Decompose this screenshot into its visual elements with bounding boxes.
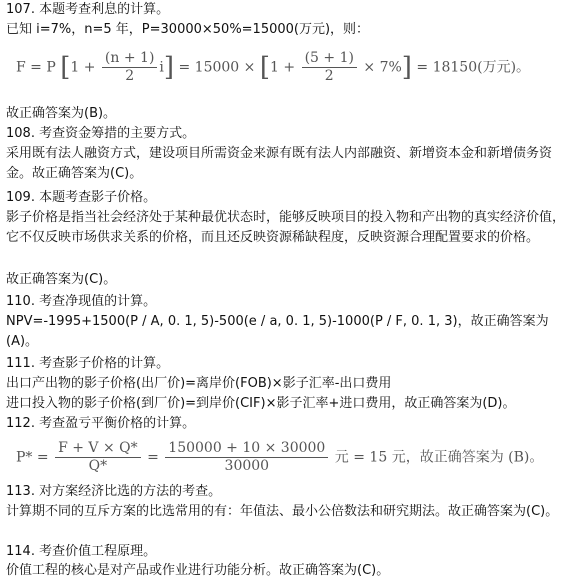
- q111-heading: 111. 考查影子价格的计算。: [6, 356, 170, 371]
- q110-body: NPV=-1995+1500(P / A, 0. 1, 5)-500(e / a, 0. 1, 5)-1000(P / F, 0. 1, 3)，故正确答案为(A)。: [6, 314, 549, 349]
- q109-heading: 109. 本题考查影子价格。: [6, 190, 157, 205]
- fraction: $\frac{150000 + 10 \times 30000}{30000}$: [165, 440, 328, 475]
- q112-formula: P* = $\frac{F + V \times Q*}{Q*}$ = $\frac{150000 + 10 \times 30000}{30000}$ 元 = 15 元，故正确答案为 (B)。: [16, 440, 544, 474]
- q107-heading: 107. 本题考查利息的计算。: [6, 2, 170, 17]
- q111-import: 进口投入物的影子价格(到厂价)=到岸价(CIF)×影子汇率+进口费用，故正确答案为(D)。: [6, 396, 516, 411]
- q107-answer: 故正确答案为(B)。: [6, 106, 117, 121]
- q114-heading: 114. 考查价值工程原理。: [6, 544, 157, 559]
- q110-heading: 110. 考查净现值的计算。: [6, 294, 157, 309]
- fraction: $\frac{(n + 1)}{2}$: [102, 50, 157, 85]
- q108-body: 采用既有法人融资方式，建设项目所需资金来源有既有法人内部融资、新增资本金和新增债务资金。故正确答案为(C)。: [6, 146, 553, 181]
- q109-body: 影子价格是指当社会经济处于某种最优状态时，能够反映项目的投入物和产出物的真实经济价值，它不仅反映市场供求关系的价格，而且还反映资源稀缺程度，反映资源合理配置要求的价格。: [6, 210, 566, 245]
- q113-body: 计算期不同的互斥方案的比选常用的有：年值法、最小公倍数法和研究期法。故正确答案为(C)。: [6, 504, 559, 519]
- q107-formula: F = P [1 + $\frac{(n + 1)}{2}$ i] = 15000 × [1 + $\frac{(5 + 1)}{2}$ × 7%] = 18150(万元)。: [16, 50, 531, 84]
- q114-body: 价值工程的核心是对产品或作业进行功能分析。故正确答案为(C)。: [6, 563, 390, 578]
- fraction: $\frac{F + V \times Q*}{Q*}$: [55, 440, 141, 475]
- q108-heading: 108. 考查资金筹措的主要方式。: [6, 126, 196, 141]
- q111-export: 出口产出物的影子价格(出厂价)=离岸价(FOB)×影子汇率-出口费用: [6, 376, 392, 391]
- q109-answer: 故正确答案为(C)。: [6, 272, 117, 287]
- q113-heading: 113. 对方案经济比选的方法的考查。: [6, 484, 222, 499]
- q107-given: 已知 i=7%，n=5 年，P=30000×50%=15000(万元)，则：: [6, 22, 370, 37]
- fraction: $\frac{(5 + 1)}{2}$: [302, 50, 357, 85]
- q112-heading: 112. 考查盈亏平衡价格的计算。: [6, 416, 196, 431]
